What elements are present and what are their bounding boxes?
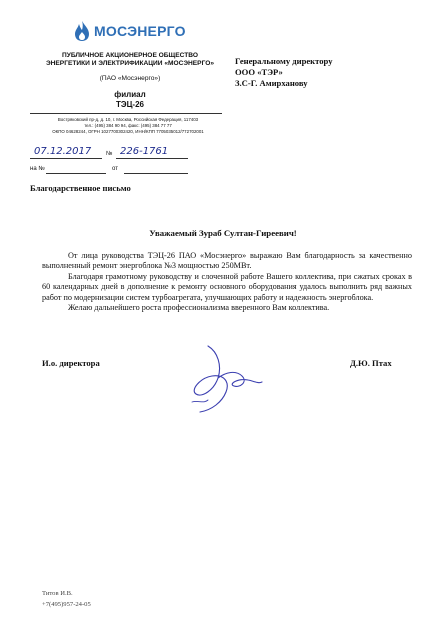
recipient-line: ООО «ТЭР»: [235, 67, 283, 77]
number-sign: №: [106, 151, 113, 157]
organization-contacts: [30, 117, 226, 136]
handwritten-signature: [178, 342, 268, 416]
executor-info: [42, 588, 91, 610]
recipient-line: З.С-Г. Амирханову: [235, 78, 308, 88]
branch-line: ТЭЦ-26: [116, 100, 144, 109]
letter-body: [42, 251, 412, 313]
header-divider: [30, 113, 222, 114]
org-name-line: ЭНЕРГЕТИКИ И ЭЛЕКТРИФИКАЦИИ «МОСЭНЕРГО»: [45, 60, 215, 67]
signatory-title: И.о. директора: [42, 358, 100, 368]
mosenergo-logo: [72, 20, 192, 44]
incoming-date-underline: [124, 173, 188, 174]
salutation: Уважаемый Зураб Султан-Гиреевич!: [149, 228, 297, 238]
recipient-line: Генеральному директору: [235, 56, 333, 66]
branch-line: филиал: [114, 90, 146, 99]
organization-name: [30, 52, 230, 68]
incoming-number-underline: [46, 173, 106, 174]
body-paragraph: Желаю дальнейшего роста профессионализма вверенного Вам коллектива.: [68, 303, 330, 313]
recipient-block: [235, 56, 425, 89]
letter-number: 226-1761: [120, 146, 169, 157]
contact-line: ОКПО 04628244, ОГРН 1027700302420, ИНН/КПП 7705035012/772702001: [52, 129, 204, 135]
body-paragraph: От лица руководства ТЭЦ-26 ПАО «Мосэнерго» выражаю Вам благодарность за качественно выполненный ремонт энергоблока №3 мощностью 250МВт.: [42, 251, 412, 271]
executor-phone: +7(495)957-24-05: [42, 601, 91, 608]
executor-name: Титов И.В.: [42, 590, 73, 597]
contact-line: тел.: (495) 384 90 94, факс: (495) 384 77 77: [84, 123, 172, 129]
org-name-line: ПУБЛИЧНОЕ АКЦИОНЕРНОЕ ОБЩЕСТВО: [61, 52, 199, 59]
letter-date: 07.12.2017: [34, 146, 92, 157]
body-paragraph: Благодаря грамотному руководству и слоченной работе Вашего коллектива, при сжатых сроках в 60 календарных дней в дополнение к ремонту основного оборудования удалось выполнить ряд важных работ по модернизации систем турбоагрегата, улучшающих работу и надежность энергоблока.: [42, 271, 412, 302]
contact-line: Востряковский пр-д, д. 10, г. Москва, Российская Федерация, 117403: [57, 117, 199, 122]
branch-name: [30, 90, 230, 110]
organization-short-name: (ПАО «Мосэнерго»): [99, 75, 161, 82]
date-underline: [30, 158, 102, 159]
signatory-name: Д.Ю. Птах: [350, 358, 392, 368]
number-underline: [116, 158, 188, 159]
flame-icon: [72, 20, 92, 42]
incoming-number-label: на №: [30, 166, 45, 172]
letter-subject: Благодарственное письмо: [30, 183, 131, 193]
logo-text: МОСЭНЕРГО: [94, 23, 186, 39]
incoming-date-label: от: [112, 166, 118, 172]
